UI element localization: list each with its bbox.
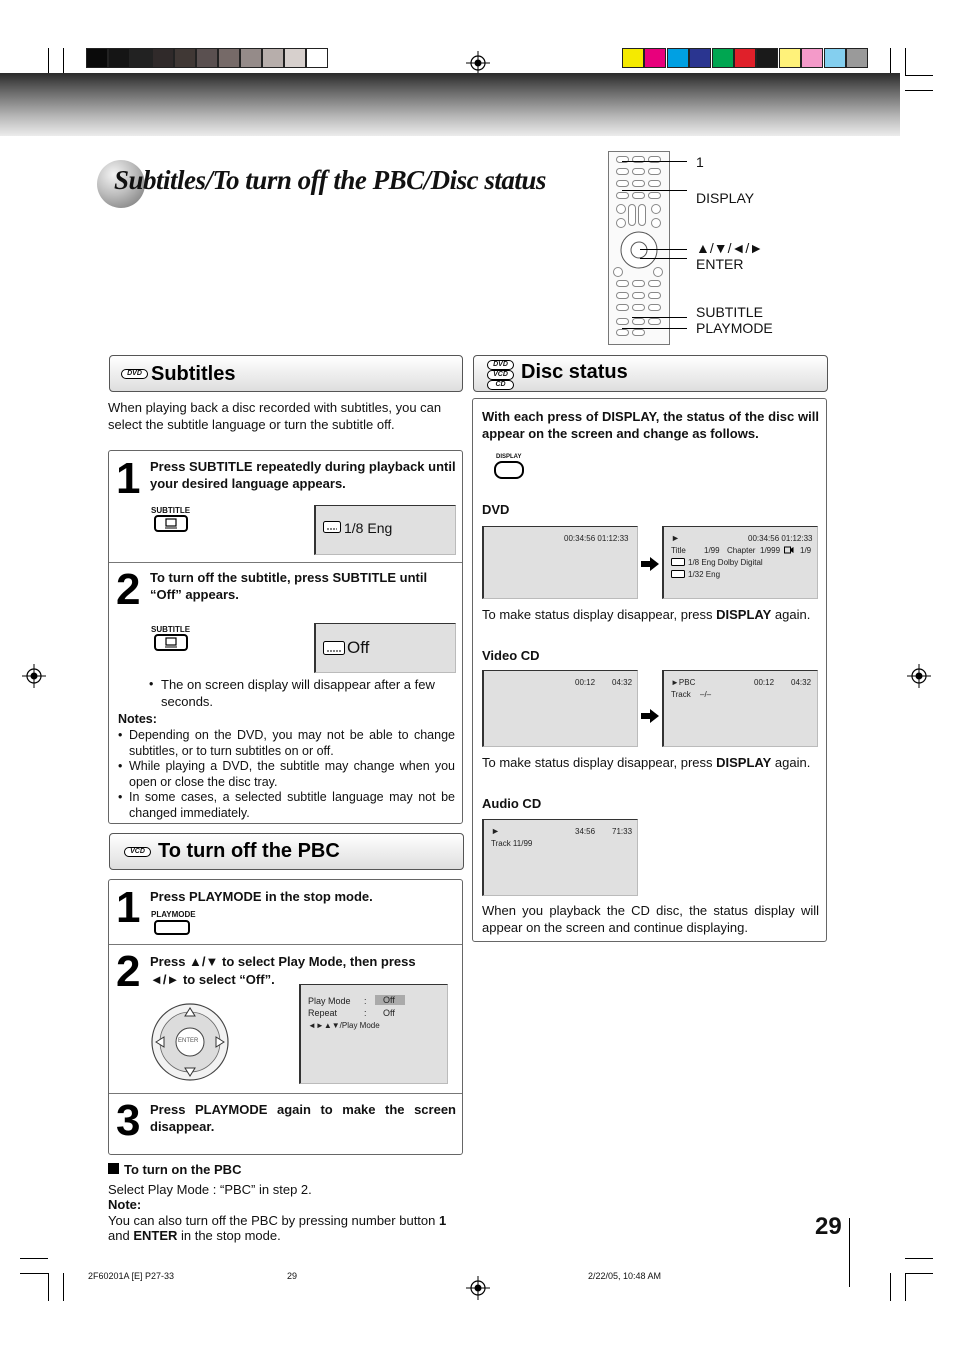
remote-control-diagram	[608, 151, 670, 345]
caption-text: again.	[771, 607, 811, 622]
turn-on-pbc-text: Select Play Mode : “PBC” in step 2.	[108, 1182, 312, 1197]
header-band	[0, 73, 900, 136]
enter-label: ENTER	[178, 1038, 199, 1044]
crop-mark	[905, 1273, 933, 1274]
playmode-osd-screen	[299, 984, 448, 1084]
cd-time-1: 34:56	[575, 827, 596, 836]
pbc-step3-text: Press PLAYMODE again to make the screen disappear.	[150, 1102, 456, 1134]
audio-cd-label: Audio CD	[482, 796, 542, 811]
vcd-time-1: 00:12	[754, 678, 775, 687]
leader-line	[622, 328, 687, 329]
note-text: You can also turn off the PBC by pressing number button	[108, 1213, 439, 1228]
note-item: Depending on the DVD, you may not be able to change subtitles, or to turn subtitles on or off.	[129, 728, 455, 758]
audio-icon	[671, 558, 685, 566]
crop-mark	[905, 1258, 933, 1259]
subtitle-osd-off: Off	[347, 638, 370, 657]
color-swatch	[240, 48, 262, 68]
vcd-track-value: –/–	[700, 690, 712, 699]
dvd-badge: DVD	[487, 360, 514, 370]
dvd-time: 00:34:56 01:12:33	[748, 534, 813, 543]
color-swatch	[218, 48, 240, 68]
bullet-dot: •	[149, 677, 154, 691]
vcd-badge: VCD	[487, 370, 514, 380]
leader-line	[640, 258, 687, 259]
color-swatch	[846, 48, 868, 68]
osd-repeat-label: Repeat	[308, 1008, 338, 1018]
vcd-time-1: 00:12	[575, 678, 596, 687]
osd-repeat-value: Off	[383, 1008, 395, 1018]
step-number: 1	[116, 454, 141, 503]
pbc-note-line2	[108, 1227, 281, 1244]
remote-label-1: 1	[696, 154, 704, 170]
subtitle-osd-screen	[314, 505, 456, 555]
crop-mark	[890, 48, 891, 76]
subtitle-icon	[323, 641, 345, 655]
color-swatch	[306, 48, 328, 68]
square-bullet-icon	[108, 1163, 119, 1174]
crop-mark	[890, 1273, 891, 1301]
note-key: ENTER	[133, 1228, 178, 1243]
subtitles-step2-text: To turn off the subtitle, press SUBTITLE until “Off” appears.	[150, 570, 428, 602]
crop-mark	[905, 90, 933, 91]
subtitle-icon	[671, 570, 685, 578]
pbc-steps-box	[108, 879, 463, 1155]
color-swatch	[108, 48, 130, 68]
crop-mark	[905, 1273, 906, 1301]
registration-mark-icon	[466, 51, 490, 75]
arrow-right-icon	[641, 557, 659, 571]
cd-time-2: 71:33	[612, 827, 633, 836]
display-button-label: DISPLAY	[496, 454, 522, 460]
subtitles-heading: Subtitles	[151, 363, 236, 385]
dvd-play-icon: ►	[671, 533, 680, 543]
note-text: in the stop mode.	[177, 1228, 281, 1243]
registration-mark-icon	[907, 664, 931, 688]
playmode-button-icon	[154, 920, 190, 935]
crop-mark	[20, 1258, 48, 1259]
pbc-step2-text-b: ◄/► to select “Off”.	[150, 972, 275, 987]
osd-separator: :	[364, 1008, 367, 1018]
crop-mark	[20, 1273, 48, 1274]
color-swatch	[779, 48, 801, 68]
subtitle-osd-value: 1/8 Eng	[344, 520, 393, 536]
pbc-section-header	[109, 833, 464, 870]
step-number: 2	[116, 947, 141, 996]
cd-badge: CD	[487, 380, 514, 390]
color-swatch	[644, 48, 666, 68]
vcd-status-screen-2	[662, 670, 818, 747]
note-text: and	[108, 1228, 134, 1243]
remote-label-arrows: ▲/▼/◄/►	[696, 240, 764, 256]
dvd-time: 00:34:56 01:12:33	[564, 534, 629, 543]
remote-label-display: DISPLAY	[696, 190, 755, 206]
dvd-title-label: Title	[671, 546, 686, 555]
footer-file-id: 2F60201A [E] P27-33	[88, 1271, 175, 1281]
dvd-title-value: 1/99	[704, 546, 720, 555]
vcd-caption	[482, 754, 810, 771]
osd-hint: ◄►▲▼/Play Mode	[308, 1021, 380, 1030]
crop-mark	[905, 48, 906, 76]
subtitles-steps-box	[108, 450, 463, 824]
remote-label-playmode: PLAYMODE	[696, 320, 773, 336]
osd-separator: :	[364, 996, 367, 1006]
dvd-badge: DVD	[121, 369, 148, 379]
crop-mark	[63, 1273, 64, 1301]
subtitle-icon	[323, 521, 341, 533]
page-title: Subtitles/To turn off the PBC/Disc status	[114, 165, 546, 195]
color-swatch	[130, 48, 152, 68]
disc-status-heading: Disc status	[521, 361, 628, 383]
color-swatch	[801, 48, 823, 68]
color-swatch	[824, 48, 846, 68]
cd-status-screen	[482, 819, 638, 896]
leader-line	[632, 317, 687, 318]
dvd-status-screen-2	[662, 526, 818, 599]
step-number: 2	[116, 565, 141, 614]
crop-mark	[48, 48, 49, 76]
color-swatch	[262, 48, 284, 68]
pbc-step2-text-a: Press ▲/▼ to select Play Mode, then press	[150, 954, 416, 969]
osd-play-mode-value: Off	[375, 995, 405, 1005]
playmode-button-label: PLAYMODE	[151, 910, 196, 919]
leader-line	[622, 190, 687, 191]
vcd-time-2: 04:32	[612, 678, 633, 687]
crop-mark	[48, 1273, 49, 1301]
page-number-rule	[849, 1218, 850, 1287]
caption-text: To make status display disappear, press	[482, 607, 717, 622]
angle-icon	[784, 546, 794, 554]
bullet-dot: •	[118, 790, 123, 804]
dvd-caption	[482, 606, 810, 623]
color-swatch	[174, 48, 196, 68]
subtitle-off-osd-screen	[314, 623, 456, 673]
color-swatch	[734, 48, 756, 68]
bullet-dot: •	[118, 728, 123, 742]
note-item: In some cases, a selected subtitle language may not be changed immediately.	[129, 790, 455, 820]
disc-status-intro: With each press of DISPLAY, the status of the disc will appear on the screen and change as follows.	[482, 409, 819, 441]
page-number: 29	[815, 1213, 842, 1240]
footer-page: 29	[287, 1271, 298, 1281]
crop-mark	[905, 75, 933, 76]
cd-caption: When you playback the CD disc, the status display will appear on the screen and continue displaying.	[482, 903, 819, 935]
subtitles-step2-bullet: The on screen display will disappear after a few seconds.	[161, 677, 435, 709]
vcd-track-label: Track	[671, 690, 691, 699]
leader-line	[622, 161, 687, 162]
color-swatch	[667, 48, 689, 68]
notes-title: Notes:	[118, 712, 157, 726]
cd-play-icon: ►	[491, 826, 500, 836]
subtitles-step1-text: Press SUBTITLE repeatedly during playback until your desired language appears.	[150, 459, 456, 491]
vcd-label: Video CD	[482, 648, 540, 663]
cd-track: Track 11/99	[491, 839, 533, 848]
note-item: While playing a DVD, the subtitle may change when you open or close the disc tray.	[129, 759, 455, 789]
color-swatch	[152, 48, 174, 68]
caption-key: DISPLAY	[716, 607, 772, 622]
disc-status-section-header	[473, 355, 828, 392]
pbc-step1-text: Press PLAYMODE in the stop mode.	[150, 889, 373, 904]
dvd-status-screen-1	[482, 526, 638, 599]
subtitle-button-icon	[154, 634, 188, 651]
disc-status-box	[472, 398, 827, 942]
subtitles-intro: When playing back a disc recorded with subtitles, you can select the subtitle language or turn the subtitle off.	[108, 400, 442, 432]
step-divider	[109, 1093, 462, 1094]
color-swatch	[689, 48, 711, 68]
leader-line	[640, 249, 687, 250]
step-divider	[109, 944, 462, 945]
bullet-dot: •	[118, 759, 123, 773]
dvd-chapter-value: 1/999	[760, 546, 781, 555]
vcd-time-2: 04:32	[791, 678, 812, 687]
color-swatch	[622, 48, 644, 68]
caption-text: again.	[771, 755, 811, 770]
vcd-badge: VCD	[124, 847, 151, 857]
color-swatch	[712, 48, 734, 68]
footer-timestamp: 2/22/05, 10:48 AM	[588, 1271, 662, 1281]
registration-mark-icon	[466, 1276, 490, 1300]
dvd-chapter-label: Chapter	[727, 546, 756, 555]
turn-on-pbc-title: To turn on the PBC	[124, 1162, 242, 1177]
color-swatch	[284, 48, 306, 68]
registration-mark-icon	[22, 664, 46, 688]
pbc-note-title: Note:	[108, 1197, 142, 1212]
subtitle-button-label: SUBTITLE	[151, 625, 191, 634]
color-swatch	[86, 48, 108, 68]
step-number: 3	[116, 1096, 141, 1145]
caption-text: To make status display disappear, press	[482, 755, 717, 770]
vcd-status-screen-1	[482, 670, 638, 747]
color-swatch	[196, 48, 218, 68]
pbc-heading: To turn off the PBC	[158, 840, 340, 862]
dvd-label: DVD	[482, 502, 510, 517]
note-key: 1	[439, 1213, 447, 1228]
vcd-pbc: ►PBC	[671, 678, 696, 687]
remote-label-enter: ENTER	[696, 256, 744, 272]
caption-key: DISPLAY	[716, 755, 772, 770]
dvd-audio: 1/8 Eng Dolby Digital	[688, 558, 763, 567]
dvd-angle-value: 1/9	[800, 546, 812, 555]
display-button-icon	[494, 461, 524, 479]
arrow-right-icon	[641, 709, 659, 723]
subtitle-button-icon	[154, 515, 188, 532]
osd-play-mode-label: Play Mode	[308, 996, 351, 1006]
step-divider	[109, 562, 462, 563]
step-number: 1	[116, 883, 141, 932]
subtitle-button-label: SUBTITLE	[151, 506, 191, 515]
subtitles-section-header	[109, 355, 463, 392]
dvd-subtitle: 1/32 Eng	[688, 570, 721, 579]
remote-label-subtitle: SUBTITLE	[696, 304, 763, 320]
color-swatch	[756, 48, 778, 68]
crop-mark	[63, 48, 64, 76]
